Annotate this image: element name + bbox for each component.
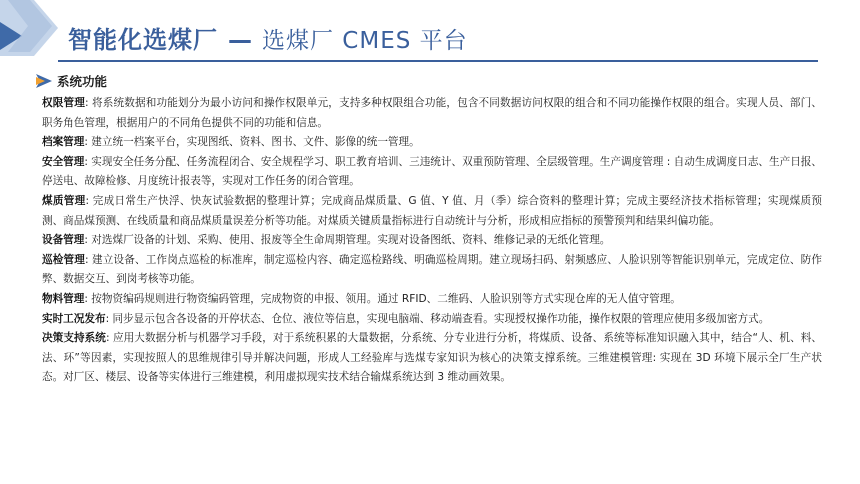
feature-list [42, 94, 822, 388]
feature-item [42, 192, 822, 231]
feature-text: : 完成日常生产快浮、快灰试验数据的整理计算；完成商品煤质量、G 值、Y 值、月（季）综合资料的整理计算；完成主要经济技术指标管理；实现煤质预测、商品煤预测、在线质量和商品煤质量误差分析等功能。对煤质关键质量指标进行自动统计与分析，形成相应指标的预警预判和结果纠偏功能。 [42, 194, 822, 227]
title-subtitle: 选煤厂 CMES 平台 [262, 28, 468, 54]
page-title [68, 20, 840, 54]
feature-item [42, 329, 822, 388]
feature-item [42, 94, 822, 133]
feature-term: 档案管理 [42, 136, 85, 149]
feature-text: : 建立设备、工作岗点巡检的标准库，制定巡检内容、确定巡检路线、明确巡检周期。建立现场扫码、射频感应、人脸识别等智能识别单元，完成定位、防作弊、数据交互、到岗考核等功能。 [42, 253, 822, 286]
feature-term: 实时工况发布 [42, 312, 106, 325]
feature-item [42, 133, 822, 153]
arrow-bullet-icon [36, 74, 54, 88]
feature-item [42, 290, 822, 310]
feature-term: 决策支持系统 [42, 332, 106, 345]
feature-text: : 实现安全任务分配、任务流程闭合、安全规程学习、职工教育培训、三违统计、双重预防管理、全层级管理。生产调度管理 : 自动生成调度日志、生产日报、停送电、故障检修、月度统计报表等，实现对工作任务的闭合管理。 [42, 155, 822, 188]
feature-text: : 按物资编码规则进行物资编码管理，完成物资的申报、领用。通过 RFID、二维码、人脸识别等方式实现仓库的无人值守管理。 [84, 292, 681, 305]
feature-term: 煤质管理 [42, 194, 86, 207]
feature-text: : 对选煤厂设备的计划、采购、使用、报废等全生命周期管理。实现对设备图纸、资料、维修记录的无纸化管理。 [84, 234, 611, 247]
feature-text: : 建立统一档案平台，实现图纸、资料、图书、文件、影像的统一管理。 [84, 136, 420, 149]
feature-item [42, 231, 822, 251]
feature-text: : 将系统数据和功能划分为最小访问和操作权限单元，支持多种权限组合功能，包含不同数据访问权限的组合和不同功能操作权限的组合。实现人员、部门、职务角色管理，根据用户的不同角色提供不同的功能和信息。 [42, 97, 822, 129]
feature-item [42, 251, 822, 290]
feature-term: 物料管理 [42, 292, 85, 305]
feature-text: : 同步显示包含各设备的开停状态、仓位、液位等信息，实现电脑端、移动端查看。实现授权操作功能，操作权限的管理应使用多级加密方式。 [105, 312, 770, 325]
feature-item [42, 310, 822, 330]
feature-term: 巡检管理 [42, 253, 85, 266]
corner-decoration [0, 0, 60, 70]
feature-term: 安全管理 [42, 155, 85, 168]
feature-text: : 应用大数据分析与机器学习手段，对于系统积累的大量数据，分系统、分专业进行分析，将煤质、设备、系统等标准知识融入其中，结合“人、机、料、法、环”等因素，实现按照人的思维规律引导并解决问题，形成人工经验库与选煤专家知识为核心的决策支撑系统。三维建模管理: 实现在 3D 环境下展示全厂生产状态。对厂区、楼层、设备等实体进行三维建模，利用虚拟现实技术结合输煤系统达到 3 维动画效果。 [42, 332, 823, 384]
title-underline [58, 60, 818, 62]
section-heading [36, 72, 107, 90]
section-label: 系统功能 [57, 74, 108, 89]
title-main: 智能化选煤厂 [68, 26, 218, 54]
feature-term: 设备管理 [42, 234, 85, 247]
feature-item [42, 153, 822, 192]
feature-term: 权限管理 [42, 97, 85, 109]
title-separator: — [228, 26, 252, 54]
